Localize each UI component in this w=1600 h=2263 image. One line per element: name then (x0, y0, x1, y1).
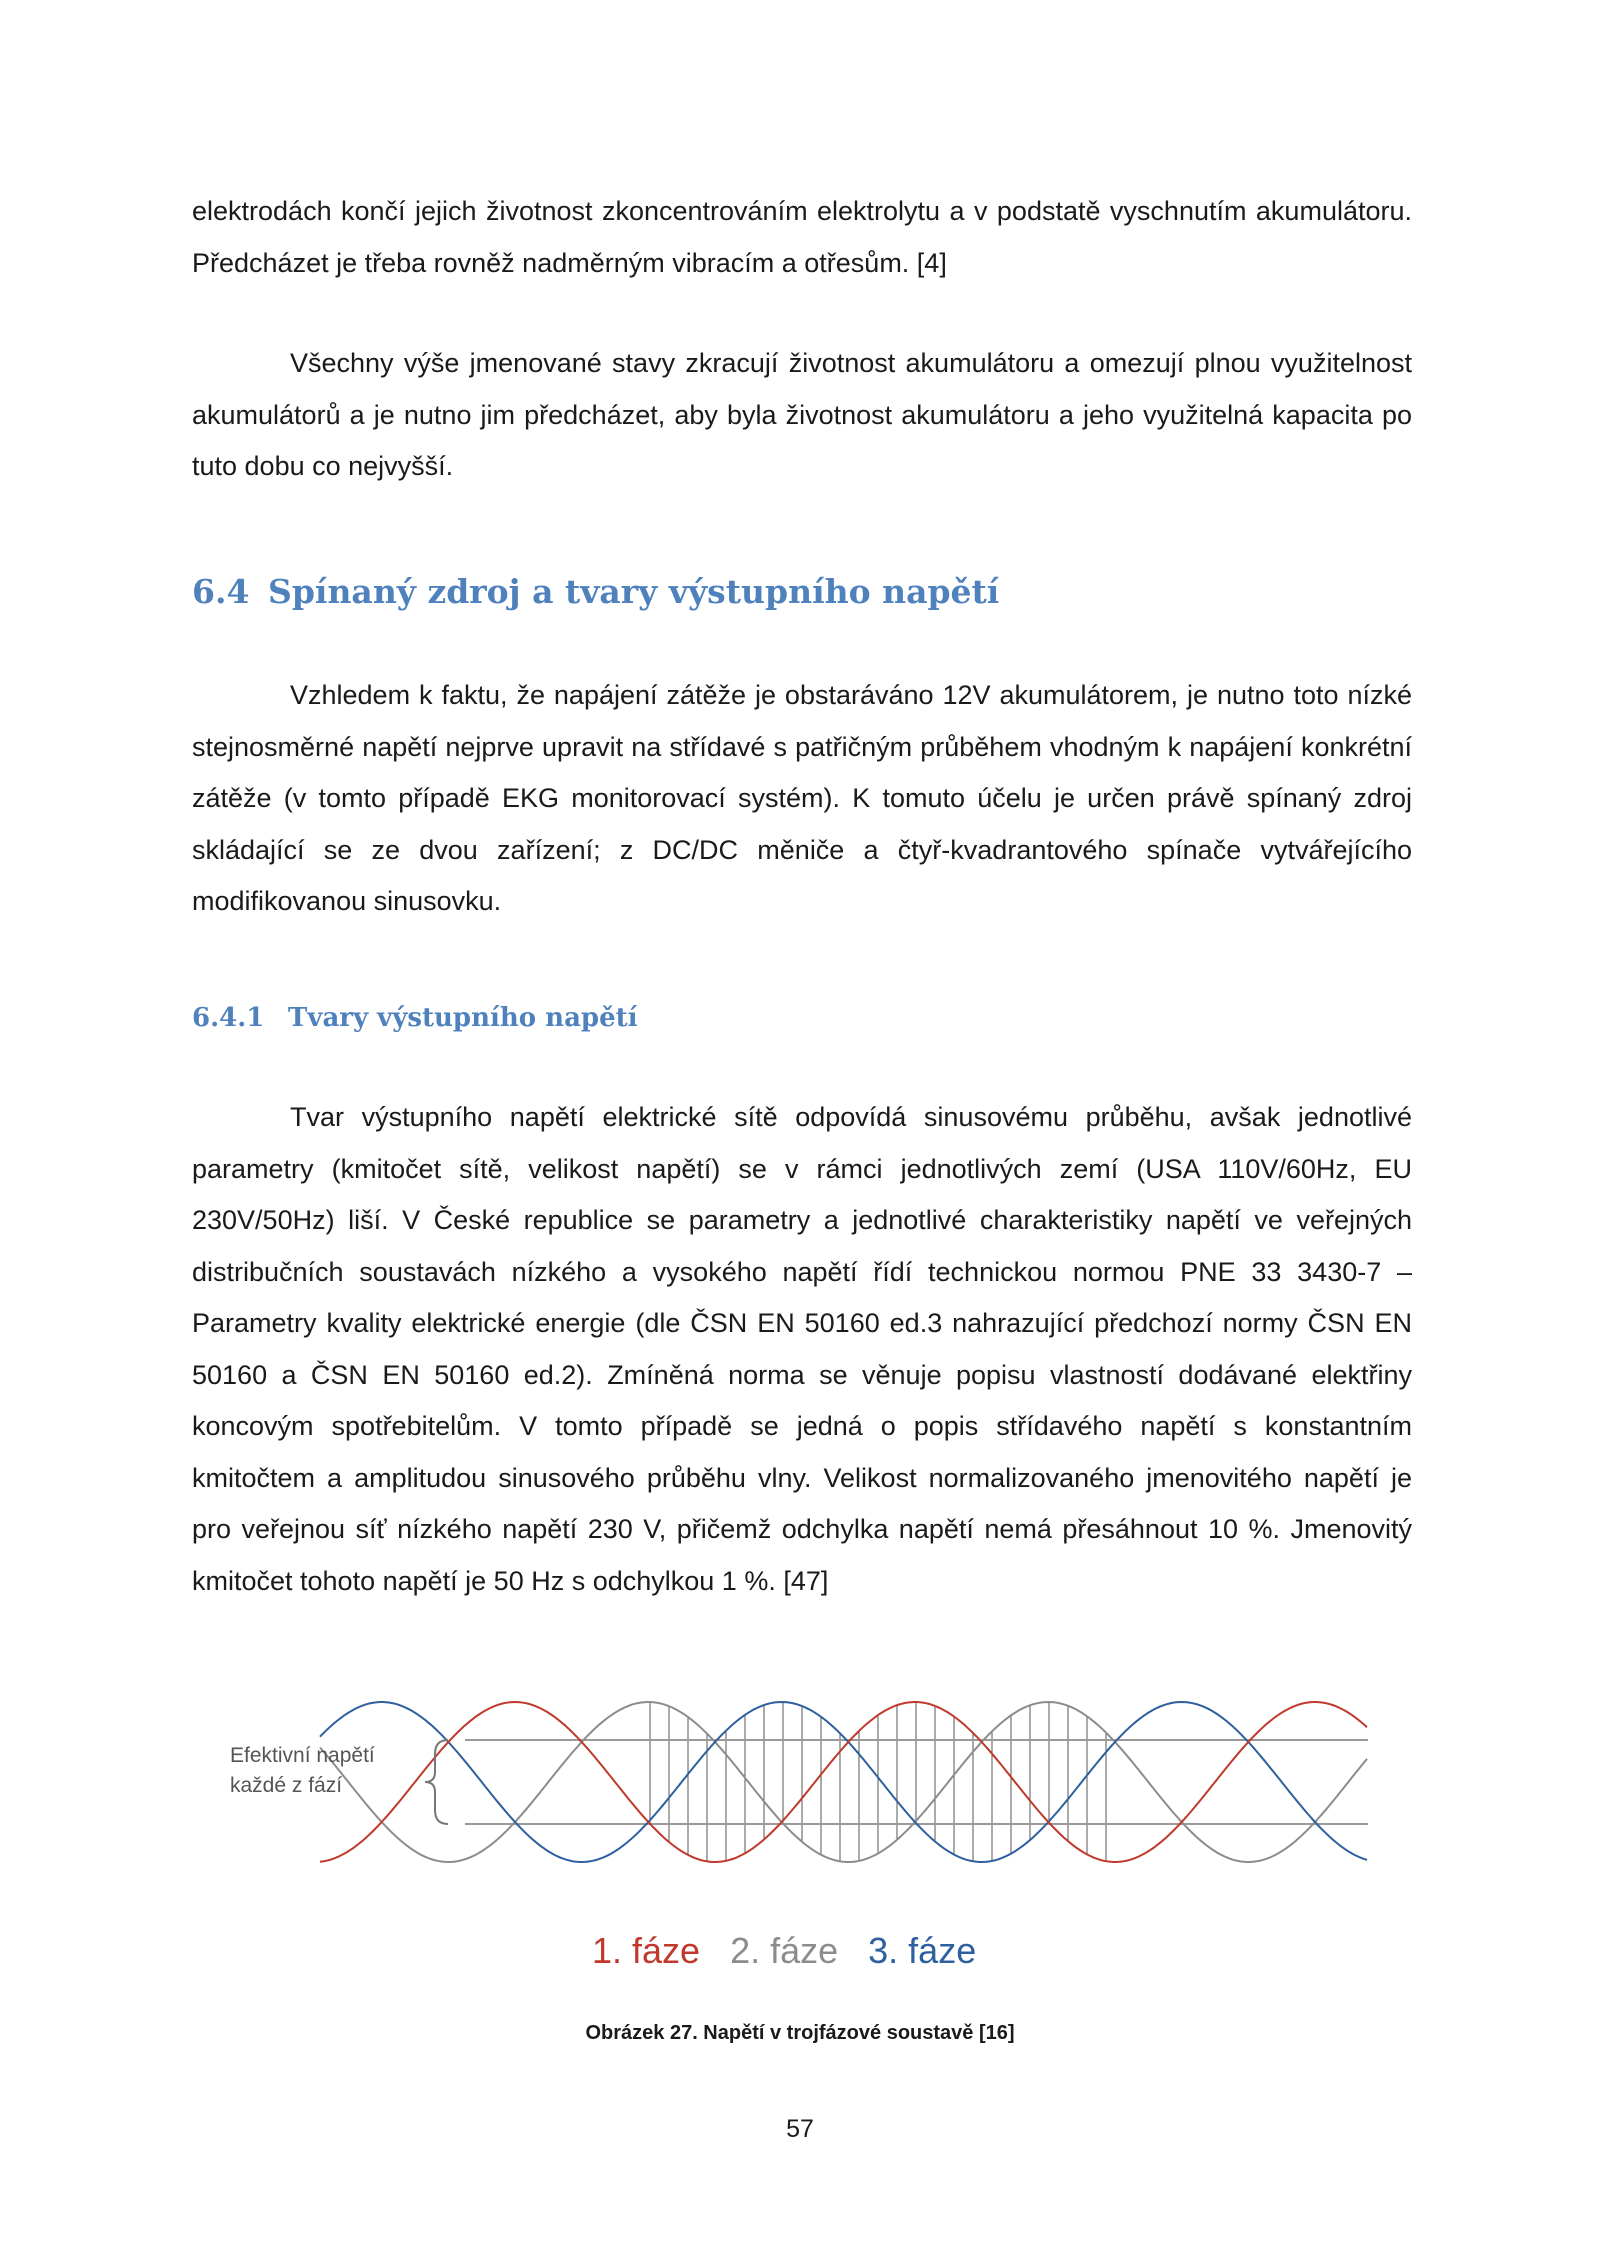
note-line-1: Efektivní napětí (230, 1744, 375, 1767)
figure-caption: Obrázek 27. Napětí v trojfázové soustavě [16] (585, 2022, 1015, 2044)
note-line-2: každé z fází (230, 1774, 343, 1797)
subsection-number: 6.4.1 (192, 1003, 265, 1033)
phase-legend (592, 1930, 1006, 1972)
phase-1-wave (320, 1702, 1367, 1862)
paragraph-3-text: Vzhledem k faktu, že napájení zátěže je obstaráváno 12V akumulátorem, je nutno toto nízké stejnosměrné napětí nejprve upravit na střídavé s patřičným průběhem vhodným k napájení konkrétní zátěže (v tomto případě EKG monitorovací systém). K tomuto účelu je určen právě spínaný zdroj skládající se ze dvou zařízení; z DC/DC měniče a čtyř-kvadrantového spínače vytvářejícího modifikovanou sinusovku. (192, 680, 1412, 916)
hatching-lines (650, 1702, 1106, 1861)
section-title: Spínaný zdroj a tvary výstupního napětí (268, 572, 1000, 611)
subsection-heading-6-4-1 (192, 1003, 638, 1033)
three-phase-figure (220, 1692, 1370, 1982)
phase-3-wave (320, 1702, 1367, 1862)
paragraph-1-text: elektrodách končí jejich životnost zkoncentrováním elektrolytu a v podstatě vyschnutím akumulátoru. Předcházet je třeba rovněž nadměrným vibracím a otřesům. [4] (192, 196, 1412, 278)
legend-phase-2: 2. fáze (730, 1930, 839, 1971)
paragraph-3 (192, 670, 1412, 928)
paragraph-2 (192, 338, 1412, 493)
phase-2-wave (320, 1702, 1367, 1862)
effective-voltage-note (230, 1741, 375, 1801)
legend-phase-3: 3. fáze (868, 1930, 977, 1971)
subsection-title: Tvary výstupního napětí (288, 1003, 638, 1033)
section-heading-6-4 (192, 572, 999, 611)
page-number: 57 (786, 2115, 814, 2143)
section-number: 6.4 (192, 572, 250, 611)
legend-phase-1: 1. fáze (592, 1930, 701, 1971)
paragraph-2-text: Všechny výše jmenované stavy zkracují životnost akumulátoru a omezují plnou využitelnost akumulátorů a je nutno jim předcházet, aby byla životnost akumulátoru a jeho využitelná kapacita po tuto dobu co nejvyšší. (192, 348, 1412, 481)
paragraph-4 (192, 1092, 1412, 1607)
paragraph-4-text: Tvar výstupního napětí elektrické sítě odpovídá sinusovému průběhu, avšak jednotlivé parametry (kmitočet sítě, velikost napětí) se v rámci jednotlivých zemí (USA 110V/60Hz, EU 230V/50Hz) liší. V České republice se parametry a jednotlivé charakteristiky napětí ve veřejných distribučních soustavách nízkého a vysokého napětí řídí technickou normou PNE 33 3430-7 – Parametry kvality elektrické energie (dle ČSN EN 50160 ed.3 nahrazující předchozí normy ČSN EN 50160 a ČSN EN 50160 ed.2). Zmíněná norma se věnuje popisu vlastností dodávané elektřiny koncovým spotřebitelům. V tomto případě se jedná o popis střídavého napětí s konstantním kmitočtem a amplitudou sinusového průběhu vlny. Velikost normalizovaného jmenovitého napětí je pro veřejnou síť nízkého napětí 230 V, přičemž odchylka napětí nemá přesáhnout 10 %. Jmenovitý kmitočet tohoto napětí je 50 Hz s odchylkou 1 %. [47] (192, 1102, 1412, 1596)
curly-brace-icon (425, 1740, 448, 1824)
three-phase-wave-graphic (220, 1692, 1370, 1932)
paragraph-1 (192, 186, 1412, 289)
